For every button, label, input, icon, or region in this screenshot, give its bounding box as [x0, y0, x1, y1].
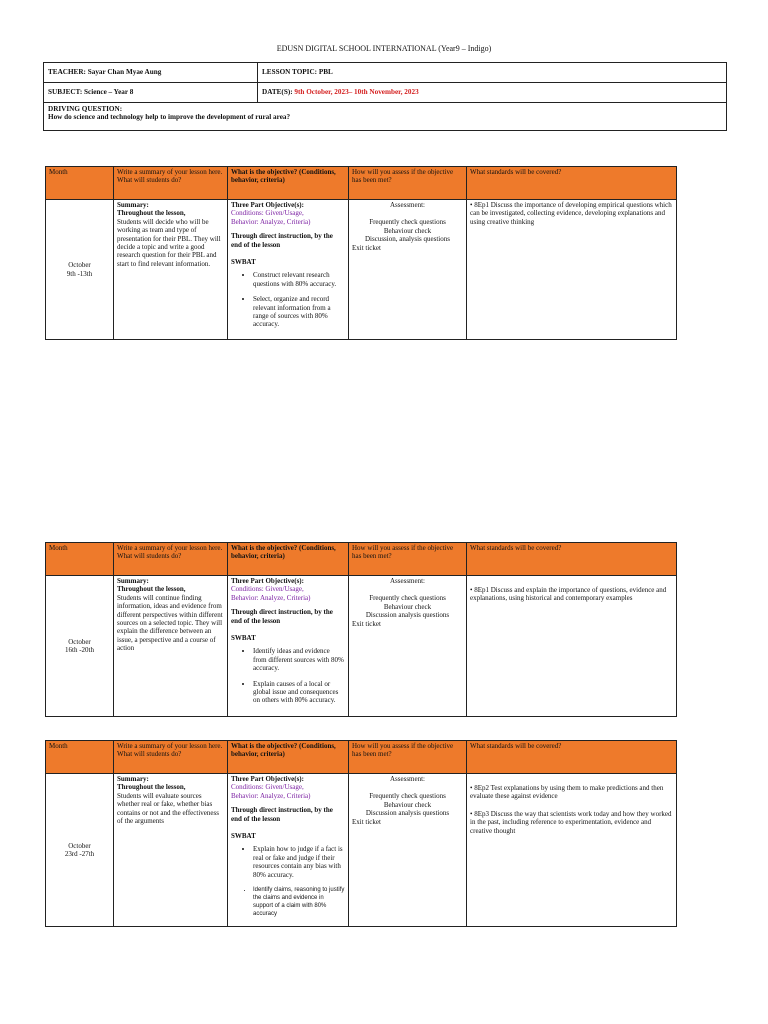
assessment-label: Assessment: — [390, 577, 425, 585]
topic-cell — [258, 63, 727, 83]
topic-text: LESSON TOPIC: PBL — [262, 68, 333, 77]
objective-direct: Through direct instruction, by the end of the lesson — [231, 232, 333, 249]
objective-title: Three Part Objective(s): — [231, 577, 304, 585]
throughout-text: Throughout the lesson, — [117, 209, 186, 218]
subject-text: SUBJECT: Science – Year 8 — [48, 88, 134, 97]
exit-ticket: Exit ticket — [352, 619, 381, 628]
objective-cell — [228, 200, 349, 340]
standards-cell — [467, 200, 677, 340]
driving-question-cell — [44, 103, 727, 131]
objective-direct: Through direct instruction, by the end of the lesson — [231, 608, 333, 625]
assess-cell — [349, 774, 467, 927]
month-dates: 16th -20th — [65, 646, 94, 654]
objective-item: • Identify claims, reasoning to justify the claims and evidence in support of a claim with 80% accuracy — [253, 886, 345, 918]
header-standards: What standards will be covered? — [467, 741, 677, 774]
lesson-plan-table-2 — [45, 542, 677, 717]
objective-direct: Through direct instruction, by the end of the lesson — [231, 806, 333, 823]
objective-conditions: Conditions: Given/Usage, — [231, 209, 304, 218]
standard-item: • 8Ep1 Discuss the importance of developing empirical questions which can be investigated, collecting evidence, developing explanations and using creative thinking — [470, 201, 672, 226]
assess-line: Discussion, analysis questions — [365, 235, 450, 244]
summary-text: Students will continue finding information, ideas and evidence from different perspectives within different sources on a selected topic. They will explain the difference between an issue, a perspective and a course of action — [117, 593, 223, 653]
exit-ticket: Exit ticket — [352, 817, 381, 826]
summary-label: Summary: — [117, 775, 149, 783]
month-cell — [46, 576, 114, 717]
assess-cell — [349, 576, 467, 717]
header-assess: How will you assess if the objective has been met? — [349, 543, 467, 576]
objective-item: • Select, organize and record relevant information from a range of sources with 80% accuracy. — [253, 295, 345, 329]
objective-list — [231, 271, 345, 328]
date-cell — [258, 83, 727, 103]
objective-item: • Construct relevant research questions with 80% accuracy. — [253, 271, 345, 288]
standard-item: • 8Ep1 Discuss and explain the importance of questions, evidence and explanations, using historical and contemporary examples — [470, 586, 667, 603]
standards-cell — [467, 576, 677, 717]
summary-cell — [114, 576, 228, 717]
objective-list — [231, 647, 345, 704]
teacher-cell — [44, 63, 258, 83]
assessment-label: Assessment: — [390, 201, 425, 209]
header-assess: How will you assess if the objective has been met? — [349, 167, 467, 200]
lesson-plan-table-3 — [45, 740, 677, 927]
assess-cell — [349, 200, 467, 340]
month-dates: 9th -13th — [66, 269, 93, 278]
assess-line: Frequently check questions — [369, 218, 446, 227]
month-dates: 23rd -27th — [64, 850, 95, 859]
header-standards: What standards will be covered? — [467, 167, 677, 200]
driving-question-text: How do science and technology help to improve the development of rural area? — [48, 113, 291, 122]
assess-line: Frequently check questions — [369, 594, 446, 603]
summary-text: Students will decide who will be working as team and type of presentation for their PBL. They will decide a topic and write a good research question for their PBL and start to find relevant information. — [117, 217, 221, 268]
objective-list — [231, 845, 345, 918]
objective-cell — [228, 576, 349, 717]
lesson-plan-table-1 — [45, 166, 677, 340]
subject-cell — [44, 83, 258, 103]
header-summary: Write a summary of your lesson here. What will students do? — [114, 741, 228, 774]
assess-line: Behaviour check — [383, 800, 432, 809]
header-objective: What is the objective? (Conditions, behavior, criteria) — [228, 167, 349, 200]
swbat-label: SWBAT — [231, 832, 256, 841]
objective-item: • Identify ideas and evidence from different sources with 80% accuracy. — [253, 647, 345, 672]
assess-line: Frequently check questions — [369, 792, 446, 801]
month-name: October — [68, 637, 91, 646]
objective-item: • Explain causes of a local or global issue and consequences on others with 80% accuracy. — [253, 680, 345, 705]
assess-line: Discussion analysis questions — [365, 611, 450, 620]
objective-behavior: Behavior: Analyze, Criteria) — [231, 593, 311, 602]
month-cell — [46, 200, 114, 340]
document-title: EDUSN DIGITAL SCHOOL INTERNATIONAL (Year9 – Indigo) — [276, 44, 492, 53]
objective-behavior: Behavior: Analyze, Criteria) — [231, 791, 311, 800]
month-name: October — [68, 261, 91, 270]
month-cell — [46, 774, 114, 927]
header-summary: Write a summary of your lesson here. What will students do? — [114, 167, 228, 200]
header-month: Month — [46, 543, 114, 576]
exit-ticket: Exit ticket — [352, 243, 381, 252]
header-summary: Write a summary of your lesson here. What will students do? — [114, 543, 228, 576]
throughout-text: Throughout the lesson, — [117, 783, 186, 792]
swbat-label: SWBAT — [231, 258, 256, 267]
summary-label: Summary: — [117, 577, 149, 585]
objective-conditions: Conditions: Given/Usage, — [231, 783, 304, 792]
summary-text: Students will evaluate sources whether real or fake, whether bias contains or not and the effectiveness of the arguments — [117, 791, 219, 826]
header-month: Month — [46, 167, 114, 200]
assess-line: Behaviour check — [383, 602, 432, 611]
assessment-label: Assessment: — [390, 775, 425, 783]
teacher-text: TEACHER: Sayar Chan Myae Aung — [48, 68, 162, 77]
header-assess: How will you assess if the objective has been met? — [349, 741, 467, 774]
objective-cell — [228, 774, 349, 927]
header-objective: What is the objective? (Conditions, behavior, criteria) — [228, 741, 349, 774]
objective-title: Three Part Objective(s): — [231, 775, 304, 783]
objective-conditions: Conditions: Given/Usage, — [231, 585, 304, 594]
swbat-label: SWBAT — [231, 634, 256, 643]
summary-cell — [114, 774, 228, 927]
throughout-text: Throughout the lesson, — [117, 585, 186, 594]
lesson-header-table — [43, 62, 727, 131]
assess-line: Discussion analysis questions — [365, 809, 450, 818]
objective-title: Three Part Objective(s): — [231, 201, 304, 209]
header-objective: What is the objective? (Conditions, behavior, criteria) — [228, 543, 349, 576]
date-label: DATE(S): — [262, 88, 295, 97]
objective-behavior: Behavior: Analyze, Criteria) — [231, 217, 311, 226]
assess-line: Behaviour check — [383, 226, 432, 235]
date-value: 9th October, 2023– 10th November, 2023 — [294, 88, 419, 97]
driving-question-label: DRIVING QUESTION: — [48, 105, 123, 113]
objective-item: • Explain how to judge if a fact is real or fake and judge if their resources contain any bias with 80% accuracy. — [253, 845, 345, 879]
summary-cell — [114, 200, 228, 340]
standards-cell — [467, 774, 677, 927]
standard-item: • 8Ep3 Discuss the way that scientists work today and how they worked in the past, including reference to experimentation, evidence and creative thought — [470, 809, 672, 835]
header-standards: What standards will be covered? — [467, 543, 677, 576]
header-month: Month — [46, 741, 114, 774]
standard-item: • 8Ep2 Test explanations by using them to make predictions and then evaluate these against evidence — [470, 784, 664, 801]
summary-label: Summary: — [117, 201, 149, 209]
month-name: October — [68, 841, 91, 850]
